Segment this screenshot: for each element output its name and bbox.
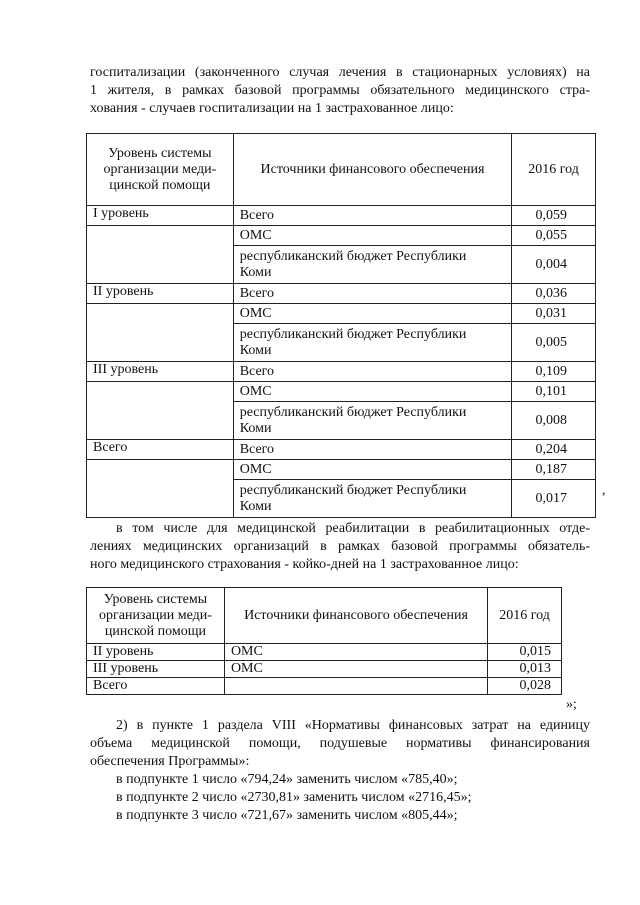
table-header-row: [87, 134, 596, 206]
rehabilitation-table: [86, 587, 562, 695]
table-row: [87, 206, 596, 226]
level-cell: Всего: [87, 678, 225, 695]
table-header-row: [87, 588, 562, 644]
table-row: [87, 382, 596, 402]
value-cell: 0,055: [512, 226, 596, 246]
table-row: [87, 678, 562, 695]
value-cell: 0,017: [512, 480, 596, 518]
source-cell: ОМС: [233, 226, 511, 246]
source-cell: [224, 678, 487, 695]
value-cell: 0,015: [488, 644, 562, 661]
section2-line: объема медицинской помощи, подушевые нормативы финансирования: [90, 736, 590, 751]
value-cell: 0,187: [512, 460, 596, 480]
value-cell: 0,036: [512, 284, 596, 304]
value-cell: 0,028: [488, 678, 562, 695]
level-cell: II уровень: [87, 284, 234, 304]
header-level: Уровень системы организации меди- цинской помощи: [87, 588, 225, 644]
rehab-line: лениях медицинских организаций в рамках базовой программы обязатель-: [90, 539, 590, 554]
header-year: 2016 год: [512, 134, 596, 206]
level-cell-empty: [87, 460, 234, 518]
value-cell: 0,004: [512, 246, 596, 284]
value-cell: 0,031: [512, 304, 596, 324]
source-cell: ОМС: [224, 644, 487, 661]
level-cell: Всего: [87, 440, 234, 460]
source-cell: ОМС: [224, 661, 487, 678]
list-item: в подпункте 2 число «2730,81» заменить числом «2716,45»;: [116, 790, 472, 805]
value-cell: 0,059: [512, 206, 596, 226]
table-row: [87, 226, 596, 246]
header-level: Уровень системы организации меди- цинской помощи: [87, 134, 234, 206]
level-cell-empty: [87, 382, 234, 440]
list-item: в подпункте 1 число «794,24» заменить числом «785,40»;: [116, 772, 458, 787]
rehab-line: ного медицинского страхования - койко-дней на 1 застрахованное лицо:: [90, 557, 519, 572]
source-cell: ОМС: [233, 460, 511, 480]
intro-line: госпитализации (законченного случая лечения в стационарных условиях) на: [90, 65, 590, 80]
rehab-paragraph: [90, 520, 590, 574]
list-item: в подпункте 3 число «721,67» заменить числом «805,44»;: [116, 808, 458, 823]
subitems-list: [90, 771, 590, 825]
source-cell: Всего: [233, 284, 511, 304]
section2-line: 2) в пункте 1 раздела VIII «Нормативы финансовых затрат на единицу: [116, 718, 590, 733]
table-row: [87, 661, 562, 678]
source-cell: ОМС: [233, 304, 511, 324]
level-cell: III уровень: [87, 661, 225, 678]
rehab-line: в том числе для медицинской реабилитации в реабилитационных отде-: [116, 521, 590, 536]
source-cell: республиканский бюджет Республики Коми: [233, 480, 511, 518]
table-row: [87, 284, 596, 304]
value-cell: 0,005: [512, 324, 596, 362]
table-row: [87, 440, 596, 460]
value-cell: 0,008: [512, 402, 596, 440]
source-cell: Всего: [233, 440, 511, 460]
table-row: [87, 644, 562, 661]
level-cell-empty: [87, 226, 234, 284]
table-trailing-comma: ,: [602, 483, 606, 498]
level-cell: I уровень: [87, 206, 234, 226]
source-cell: республиканский бюджет Республики Коми: [233, 402, 511, 440]
header-source: Источники финансового обеспечения: [233, 134, 511, 206]
value-cell: 0,204: [512, 440, 596, 460]
table-row: [87, 304, 596, 324]
section2-line: обеспечения Программы»:: [90, 754, 250, 769]
value-cell: 0,013: [488, 661, 562, 678]
level-cell: II уровень: [87, 644, 225, 661]
source-cell: Всего: [233, 362, 511, 382]
section2-paragraph: [90, 717, 590, 771]
source-cell: Всего: [233, 206, 511, 226]
intro-line: хования - случаев госпитализации на 1 застрахованное лицо:: [90, 101, 454, 116]
table-row: [87, 460, 596, 480]
level-cell-empty: [87, 304, 234, 362]
value-cell: 0,101: [512, 382, 596, 402]
level-cell: III уровень: [87, 362, 234, 382]
header-source: Источники финансового обеспечения: [224, 588, 487, 644]
table-row: [87, 362, 596, 382]
source-cell: ОМС: [233, 382, 511, 402]
closing-quote: »;: [566, 697, 577, 712]
header-year: 2016 год: [488, 588, 562, 644]
intro-line: 1 жителя, в рамках базовой программы обязательного медицинского стра-: [90, 83, 590, 98]
source-cell: республиканский бюджет Республики Коми: [233, 246, 511, 284]
hospitalization-table: [86, 133, 596, 518]
source-cell: республиканский бюджет Республики Коми: [233, 324, 511, 362]
intro-paragraph: [90, 64, 590, 118]
value-cell: 0,109: [512, 362, 596, 382]
